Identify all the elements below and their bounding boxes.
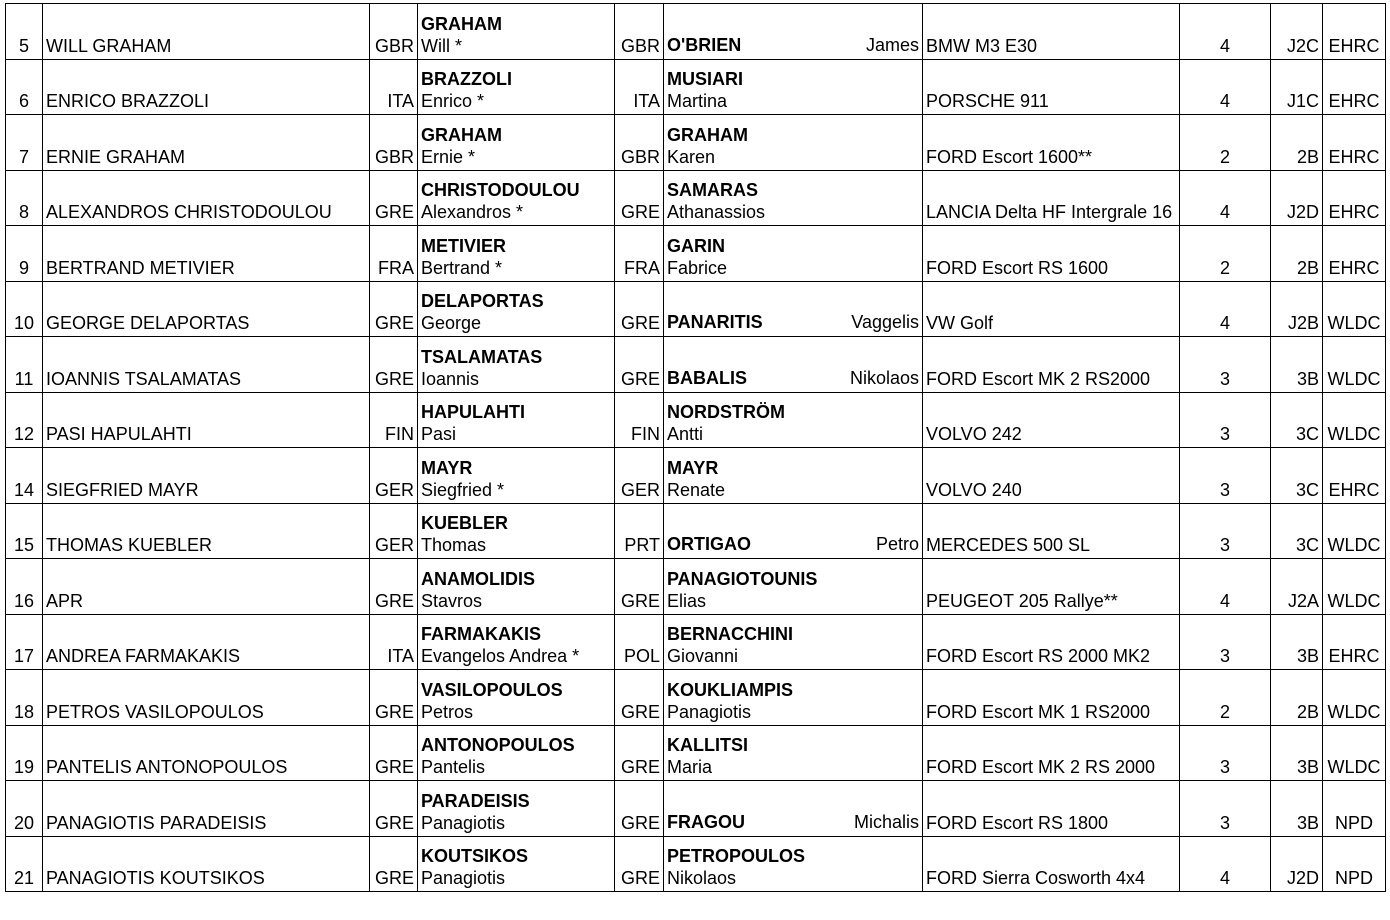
period: 4 xyxy=(1180,559,1271,615)
championship: EHRC xyxy=(1323,614,1386,670)
driver-last-name: TSALAMATAS xyxy=(421,346,543,367)
table-row xyxy=(6,448,1386,504)
entrant-name: PANAGIOTIS KOUTSIKOS xyxy=(43,836,370,892)
table-row xyxy=(6,281,1386,337)
entry-number: 11 xyxy=(6,337,43,393)
codriver-last-name: BABALIS xyxy=(667,367,747,388)
driver-nationality: FRA xyxy=(615,226,664,282)
driver-nationality: ITA xyxy=(615,59,664,115)
car-class: J2C xyxy=(1271,4,1323,60)
codriver-first-name: Nikolaos xyxy=(849,367,919,388)
championship: EHRC xyxy=(1323,59,1386,115)
driver-first-name: George xyxy=(421,313,482,333)
car-class: J2B xyxy=(1271,281,1323,337)
driver-first-name: Will * xyxy=(421,35,462,56)
codriver-cell xyxy=(664,670,923,726)
codriver-cell xyxy=(664,337,923,393)
table-row xyxy=(6,725,1386,781)
period: 3 xyxy=(1180,781,1271,837)
championship: WLDC xyxy=(1323,337,1386,393)
driver-last-name: BRAZZOLI xyxy=(421,69,512,89)
codriver-first-name: Vaggelis xyxy=(851,312,919,332)
codriver-cell xyxy=(664,4,923,60)
driver-first-name: Evangelos Andrea * xyxy=(421,646,580,666)
driver-cell xyxy=(418,670,615,726)
car-model: VW Golf xyxy=(923,281,1180,337)
driver-nationality: GRE xyxy=(615,781,664,837)
car-class: 3B xyxy=(1271,614,1323,670)
table-row xyxy=(6,670,1386,726)
car-class: 2B xyxy=(1271,670,1323,726)
entrant-name: GEORGE DELAPORTAS xyxy=(43,281,370,337)
period: 3 xyxy=(1180,725,1271,781)
entrant-name: ALEXANDROS CHRISTODOULOU xyxy=(43,170,370,226)
entry-number: 10 xyxy=(6,281,43,337)
driver-first-name: Panagiotis xyxy=(421,868,506,888)
codriver-last-name: PETROPOULOS xyxy=(667,846,806,866)
driver-last-name: KUEBLER xyxy=(421,513,509,533)
entry-number: 18 xyxy=(6,670,43,726)
table-row xyxy=(6,170,1386,226)
codriver-last-name: SAMARAS xyxy=(667,180,759,200)
entrant-name: PANTELIS ANTONOPOULOS xyxy=(43,725,370,781)
codriver-last-name: O'BRIEN xyxy=(667,34,742,55)
codriver-last-name: GARIN xyxy=(667,235,725,256)
driver-cell xyxy=(418,226,615,282)
driver-nationality: POL xyxy=(615,614,664,670)
codriver-cell xyxy=(664,781,923,837)
car-model: FORD Escort RS 1800 xyxy=(923,781,1180,837)
driver-cell xyxy=(418,503,615,559)
championship: WLDC xyxy=(1323,670,1386,726)
car-model: FORD Sierra Cosworth 4x4 xyxy=(923,836,1180,892)
driver-last-name: GRAHAM xyxy=(421,124,502,145)
entrant-name: PANAGIOTIS PARADEISIS xyxy=(43,781,370,837)
car-class: 3C xyxy=(1271,448,1323,504)
driver-last-name: ANAMOLIDIS xyxy=(421,568,535,589)
car-class: 3B xyxy=(1271,337,1323,393)
table-row xyxy=(6,392,1386,448)
driver-nationality: GBR xyxy=(615,4,664,60)
period: 3 xyxy=(1180,448,1271,504)
driver-cell xyxy=(418,559,615,615)
codriver-last-name: ORTIGAO xyxy=(667,534,751,554)
entrant-name: SIEGFRIED MAYR xyxy=(43,448,370,504)
entrant-nationality: FIN xyxy=(370,392,418,448)
codriver-last-name: PANARITIS xyxy=(667,312,763,332)
driver-nationality: GRE xyxy=(615,559,664,615)
codriver-last-name: MAYR xyxy=(667,457,719,478)
driver-first-name: Bertrand * xyxy=(421,257,503,278)
entrant-name: ANDREA FARMAKAKIS xyxy=(43,614,370,670)
car-class: J2A xyxy=(1271,559,1323,615)
codriver-first-name: Fabrice xyxy=(667,257,728,278)
entrant-name: APR xyxy=(43,559,370,615)
codriver-cell xyxy=(664,170,923,226)
championship: EHRC xyxy=(1323,4,1386,60)
driver-cell xyxy=(418,337,615,393)
entry-number: 19 xyxy=(6,725,43,781)
codriver-first-name: Karen xyxy=(667,146,716,167)
codriver-first-name: Michalis xyxy=(853,811,919,832)
driver-cell xyxy=(418,4,615,60)
codriver-cell xyxy=(664,281,923,337)
driver-nationality: GRE xyxy=(615,836,664,892)
entrant-name: WILL GRAHAM xyxy=(43,4,370,60)
driver-nationality: GRE xyxy=(615,670,664,726)
driver-nationality: GER xyxy=(615,448,664,504)
codriver-cell xyxy=(664,559,923,615)
entry-number: 21 xyxy=(6,836,43,892)
car-model: FORD Escort RS 2000 MK2 xyxy=(923,614,1180,670)
entry-number: 5 xyxy=(6,4,43,60)
championship: EHRC xyxy=(1323,448,1386,504)
car-class: 3B xyxy=(1271,781,1323,837)
period: 3 xyxy=(1180,503,1271,559)
entrant-nationality: GRE xyxy=(370,725,418,781)
entrant-nationality: GRE xyxy=(370,836,418,892)
entry-number: 17 xyxy=(6,614,43,670)
period: 3 xyxy=(1180,337,1271,393)
driver-last-name: VASILOPOULOS xyxy=(421,679,563,700)
entry-number: 7 xyxy=(6,115,43,171)
codriver-first-name: Panagiotis xyxy=(667,701,752,722)
codriver-last-name: BERNACCHINI xyxy=(667,624,793,644)
table-row xyxy=(6,337,1386,393)
car-model: PEUGEOT 205 Rallye** xyxy=(923,559,1180,615)
driver-first-name: Pantelis xyxy=(421,757,486,777)
codriver-first-name: Athanassios xyxy=(667,202,766,222)
championship: WLDC xyxy=(1323,281,1386,337)
entrant-nationality: GRE xyxy=(370,670,418,726)
driver-last-name: CHRISTODOULOU xyxy=(421,180,580,200)
driver-nationality: PRT xyxy=(615,503,664,559)
driver-cell xyxy=(418,170,615,226)
car-class: J2D xyxy=(1271,170,1323,226)
driver-cell xyxy=(418,781,615,837)
car-model: FORD Escort MK 1 RS2000 xyxy=(923,670,1180,726)
codriver-cell xyxy=(664,836,923,892)
driver-nationality: GRE xyxy=(615,725,664,781)
period: 2 xyxy=(1180,670,1271,726)
table-row xyxy=(6,4,1386,60)
codriver-last-name: NORDSTRÖM xyxy=(667,402,785,422)
table-row xyxy=(6,781,1386,837)
period: 2 xyxy=(1180,115,1271,171)
codriver-first-name: Petro xyxy=(875,534,919,554)
codriver-first-name: Nikolaos xyxy=(667,868,737,888)
entry-number: 6 xyxy=(6,59,43,115)
driver-nationality: GRE xyxy=(615,281,664,337)
driver-last-name: KOUTSIKOS xyxy=(421,846,529,866)
entry-number: 20 xyxy=(6,781,43,837)
car-class: 2B xyxy=(1271,115,1323,171)
car-model: FORD Escort MK 2 RS2000 xyxy=(923,337,1180,393)
entrant-nationality: FRA xyxy=(370,226,418,282)
driver-first-name: Petros xyxy=(421,701,474,722)
period: 3 xyxy=(1180,614,1271,670)
car-class: 2B xyxy=(1271,226,1323,282)
entrant-name: THOMAS KUEBLER xyxy=(43,503,370,559)
entry-number: 14 xyxy=(6,448,43,504)
driver-last-name: HAPULAHTI xyxy=(421,402,525,422)
entrant-name: IOANNIS TSALAMATAS xyxy=(43,337,370,393)
car-class: J2D xyxy=(1271,836,1323,892)
championship: EHRC xyxy=(1323,115,1386,171)
table-row xyxy=(6,226,1386,282)
driver-first-name: Stavros xyxy=(421,590,483,611)
driver-nationality: FIN xyxy=(615,392,664,448)
codriver-last-name: MUSIARI xyxy=(667,69,743,89)
driver-first-name: Siegfried * xyxy=(421,479,505,500)
codriver-cell xyxy=(664,725,923,781)
table-row xyxy=(6,59,1386,115)
driver-cell xyxy=(418,392,615,448)
driver-last-name: ANTONOPOULOS xyxy=(421,735,575,755)
championship: WLDC xyxy=(1323,392,1386,448)
entry-list-table xyxy=(5,3,1386,892)
car-model: VOLVO 242 xyxy=(923,392,1180,448)
championship: WLDC xyxy=(1323,725,1386,781)
entry-number: 16 xyxy=(6,559,43,615)
driver-last-name: METIVIER xyxy=(421,235,507,256)
driver-first-name: Ioannis xyxy=(421,368,480,389)
driver-last-name: DELAPORTAS xyxy=(421,291,544,311)
driver-nationality: GRE xyxy=(615,170,664,226)
entrant-name: PASI HAPULAHTI xyxy=(43,392,370,448)
codriver-first-name: Martina xyxy=(667,91,728,111)
driver-cell xyxy=(418,59,615,115)
car-class: J1C xyxy=(1271,59,1323,115)
car-class: 3B xyxy=(1271,725,1323,781)
driver-first-name: Thomas xyxy=(421,535,487,555)
codriver-last-name: FRAGOU xyxy=(667,811,745,832)
table-row xyxy=(6,115,1386,171)
championship: EHRC xyxy=(1323,226,1386,282)
car-model: PORSCHE 911 xyxy=(923,59,1180,115)
table-row xyxy=(6,503,1386,559)
driver-cell xyxy=(418,725,615,781)
driver-first-name: Panagiotis xyxy=(421,812,506,833)
car-model: FORD Escort MK 2 RS 2000 xyxy=(923,725,1180,781)
car-model: BMW M3 E30 xyxy=(923,4,1180,60)
driver-last-name: MAYR xyxy=(421,457,473,478)
driver-last-name: FARMAKAKIS xyxy=(421,624,541,644)
entrant-nationality: GRE xyxy=(370,170,418,226)
driver-nationality: GRE xyxy=(615,337,664,393)
championship: WLDC xyxy=(1323,503,1386,559)
entrant-nationality: GRE xyxy=(370,337,418,393)
car-model: FORD Escort 1600** xyxy=(923,115,1180,171)
codriver-last-name: KOUKLIAMPIS xyxy=(667,679,793,700)
entrant-nationality: GBR xyxy=(370,4,418,60)
entry-number: 15 xyxy=(6,503,43,559)
entrant-name: BERTRAND METIVIER xyxy=(43,226,370,282)
driver-first-name: Alexandros * xyxy=(421,202,524,222)
car-model: MERCEDES 500 SL xyxy=(923,503,1180,559)
driver-cell xyxy=(418,836,615,892)
period: 4 xyxy=(1180,170,1271,226)
driver-cell xyxy=(418,614,615,670)
entrant-nationality: ITA xyxy=(370,59,418,115)
driver-last-name: PARADEISIS xyxy=(421,790,530,811)
entrant-nationality: ITA xyxy=(370,614,418,670)
entrant-name: ERNIE GRAHAM xyxy=(43,115,370,171)
entry-number: 12 xyxy=(6,392,43,448)
codriver-cell xyxy=(664,59,923,115)
driver-cell xyxy=(418,115,615,171)
codriver-cell xyxy=(664,226,923,282)
entrant-nationality: GBR xyxy=(370,115,418,171)
table-row xyxy=(6,559,1386,615)
driver-last-name: GRAHAM xyxy=(421,13,502,34)
codriver-last-name: GRAHAM xyxy=(667,124,748,145)
driver-cell xyxy=(418,448,615,504)
period: 4 xyxy=(1180,281,1271,337)
period: 3 xyxy=(1180,392,1271,448)
driver-first-name: Ernie * xyxy=(421,146,476,167)
entrant-nationality: GER xyxy=(370,448,418,504)
entrant-nationality: GRE xyxy=(370,559,418,615)
codriver-first-name: James xyxy=(865,34,919,55)
period: 4 xyxy=(1180,59,1271,115)
entrant-nationality: GRE xyxy=(370,281,418,337)
championship: EHRC xyxy=(1323,170,1386,226)
table-row xyxy=(6,614,1386,670)
championship: WLDC xyxy=(1323,559,1386,615)
car-model: FORD Escort RS 1600 xyxy=(923,226,1180,282)
entry-number: 9 xyxy=(6,226,43,282)
car-model: VOLVO 240 xyxy=(923,448,1180,504)
codriver-cell xyxy=(664,115,923,171)
driver-nationality: GBR xyxy=(615,115,664,171)
entrant-nationality: GRE xyxy=(370,781,418,837)
car-model: LANCIA Delta HF Intergrale 16 xyxy=(923,170,1180,226)
entrant-name: ENRICO BRAZZOLI xyxy=(43,59,370,115)
codriver-cell xyxy=(664,614,923,670)
driver-first-name: Pasi xyxy=(421,424,457,444)
codriver-cell xyxy=(664,448,923,504)
codriver-first-name: Elias xyxy=(667,590,707,611)
codriver-cell xyxy=(664,503,923,559)
car-class: 3C xyxy=(1271,503,1323,559)
codriver-last-name: KALLITSI xyxy=(667,735,748,755)
entrant-name: PETROS VASILOPOULOS xyxy=(43,670,370,726)
table-row xyxy=(6,836,1386,892)
entrant-nationality: GER xyxy=(370,503,418,559)
period: 4 xyxy=(1180,4,1271,60)
period: 4 xyxy=(1180,836,1271,892)
codriver-cell xyxy=(664,392,923,448)
codriver-first-name: Maria xyxy=(667,757,713,777)
driver-first-name: Enrico * xyxy=(421,91,485,111)
period: 2 xyxy=(1180,226,1271,282)
entry-number: 8 xyxy=(6,170,43,226)
codriver-first-name: Antti xyxy=(667,424,704,444)
car-class: 3C xyxy=(1271,392,1323,448)
codriver-first-name: Renate xyxy=(667,479,726,500)
codriver-last-name: PANAGIOTOUNIS xyxy=(667,568,818,589)
championship: NPD xyxy=(1323,781,1386,837)
driver-cell xyxy=(418,281,615,337)
codriver-first-name: Giovanni xyxy=(667,646,739,666)
championship: NPD xyxy=(1323,836,1386,892)
